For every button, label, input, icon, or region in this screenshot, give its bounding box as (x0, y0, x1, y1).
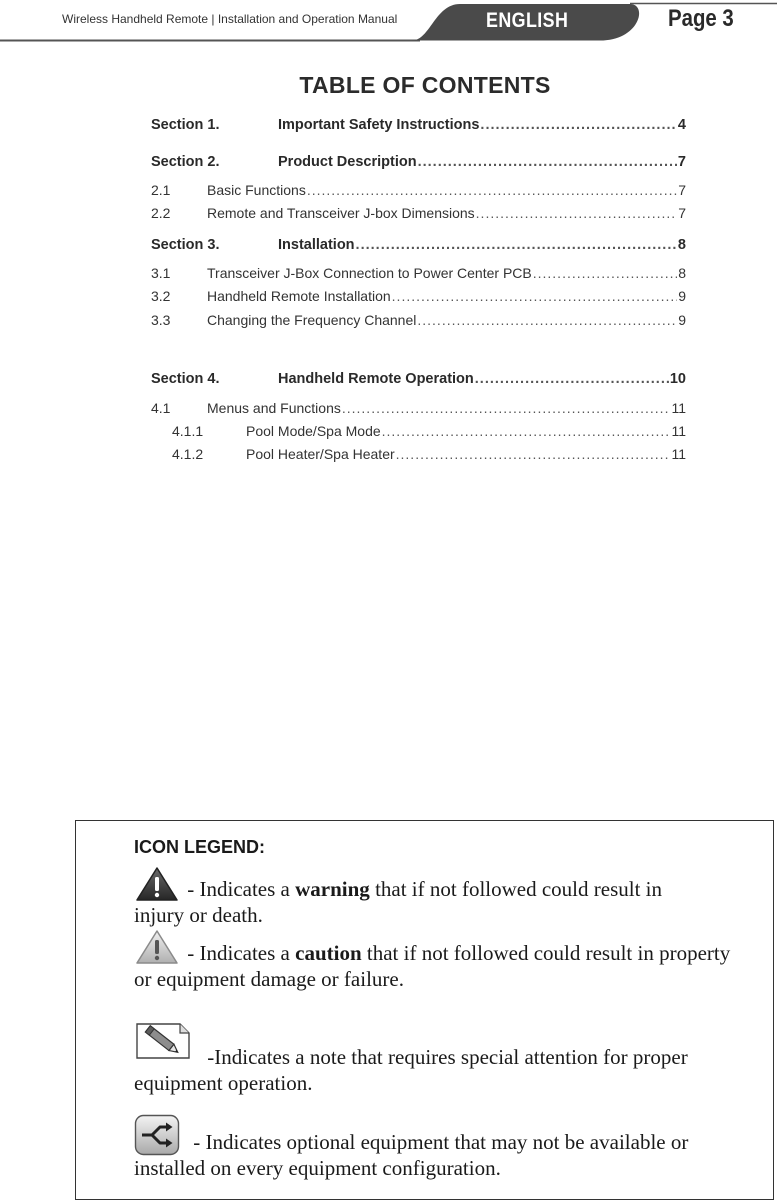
legend-text-pre: - Indicates a (182, 941, 296, 965)
toc-entry-section-4[interactable] (151, 371, 686, 391)
toc-entry-page: 11 (671, 400, 686, 416)
toc-entry-number: 4.1.1 (172, 423, 204, 439)
toc-entry-3-2[interactable] (151, 288, 686, 308)
toc-entry-page: 7 (678, 205, 686, 221)
toc-dot-leader (356, 237, 677, 253)
toc-entry-number: 2.1 (151, 182, 171, 198)
toc-dot-leader (475, 371, 669, 387)
toc-entry-page: 7 (677, 154, 686, 170)
toc-entry-2-2[interactable] (151, 205, 686, 225)
toc-entry-page: 11 (671, 446, 686, 462)
toc-entry-title: Pool Mode/Spa Mode (246, 423, 381, 439)
toc-entry-number: Section 3. (151, 237, 220, 253)
toc-entry-title: Remote and Transceiver J-box Dimensions (207, 205, 475, 221)
toc-dot-leader (418, 154, 677, 170)
toc-entry-3-3[interactable] (151, 312, 686, 332)
toc-entry-title: Menus and Functions (207, 400, 341, 416)
toc-dot-leader (417, 312, 677, 328)
toc-entry-title: Basic Functions (207, 182, 306, 198)
toc-entry-title: Installation (278, 237, 355, 253)
toc-entry-page: 4 (677, 117, 686, 133)
toc-entry-number: 3.2 (151, 288, 171, 304)
toc-entry-page: 7 (678, 182, 686, 198)
toc-entry-page: 8 (678, 265, 686, 281)
toc-entry-page: 8 (677, 237, 686, 253)
legend-text-post: that if not followed could result in injury or death. (134, 877, 663, 927)
toc-entry-section-2[interactable] (151, 154, 686, 174)
toc-entry-page: 9 (678, 312, 686, 328)
toc-dot-leader (533, 265, 677, 281)
toc-entry-title: Pool Heater/Spa Heater (246, 446, 395, 462)
toc-dot-leader (480, 117, 677, 133)
toc-entry-page: 9 (678, 288, 686, 304)
legend-text-emphasis: warning (295, 877, 370, 901)
toc-dot-leader (382, 423, 671, 439)
page-number: Page 3 (668, 5, 734, 32)
toc-dot-leader (392, 288, 678, 304)
running-title: Wireless Handheld Remote | Installation and Operation Manual (62, 12, 398, 26)
toc-entry-4-1-1[interactable] (172, 423, 686, 443)
legend-text-pre: -Indicates a note that requires special attention for proper equipment operation. (134, 1045, 688, 1095)
toc-entry-number: Section 1. (151, 117, 220, 133)
toc-entry-number: 4.1 (151, 400, 171, 416)
toc-entry-page: 10 (669, 371, 686, 387)
toc-entry-title: Important Safety Instructions (278, 117, 480, 133)
toc-dot-leader (476, 205, 678, 221)
toc-entry-title: Changing the Frequency Channel (207, 312, 417, 328)
toc-entry-number: 3.1 (151, 265, 171, 281)
legend-item-warning (134, 876, 714, 928)
toc-entry-section-3[interactable] (151, 237, 686, 257)
toc-entry-title: Handheld Remote Operation (278, 371, 474, 387)
toc-entry-title: Transceiver J-Box Connection to Power Center PCB (207, 265, 532, 281)
legend-text-post: that if not followed could result in property or equipment damage or failure. (134, 941, 731, 991)
language-tab: ENGLISH (486, 9, 569, 32)
toc-entry-title: Handheld Remote Installation (207, 288, 391, 304)
toc-entry-number: 4.1.2 (172, 446, 204, 462)
toc-entry-number: 2.2 (151, 205, 171, 221)
legend-text-emphasis: caution (295, 941, 362, 965)
legend-item-optional-equipment (134, 1129, 714, 1181)
toc-entry-section-1[interactable] (151, 117, 686, 137)
legend-item-note (134, 1044, 714, 1096)
legend-item-caution (134, 940, 734, 992)
toc-entry-title: Product Description (278, 154, 417, 170)
toc-dot-leader (396, 446, 671, 462)
toc-dot-leader (307, 182, 677, 198)
toc-entry-number: Section 4. (151, 371, 220, 387)
toc-entry-3-1[interactable] (151, 265, 686, 285)
toc-entry-2-1[interactable] (151, 182, 686, 202)
toc-entry-number: Section 2. (151, 154, 220, 170)
toc-entry-number: 3.3 (151, 312, 171, 328)
toc-entry-4-1-2[interactable] (172, 446, 686, 466)
legend-text-pre: - Indicates a (182, 877, 296, 901)
toc-dot-leader (342, 400, 671, 416)
toc-entry-page: 11 (671, 423, 686, 439)
toc-title: TABLE OF CONTENTS (299, 72, 551, 98)
legend-heading: ICON LEGEND: (134, 837, 266, 857)
legend-text-pre: - Indicates optional equipment that may not be available or installed on every equipment configuration. (134, 1130, 689, 1180)
toc-entry-4-1[interactable] (151, 400, 686, 420)
